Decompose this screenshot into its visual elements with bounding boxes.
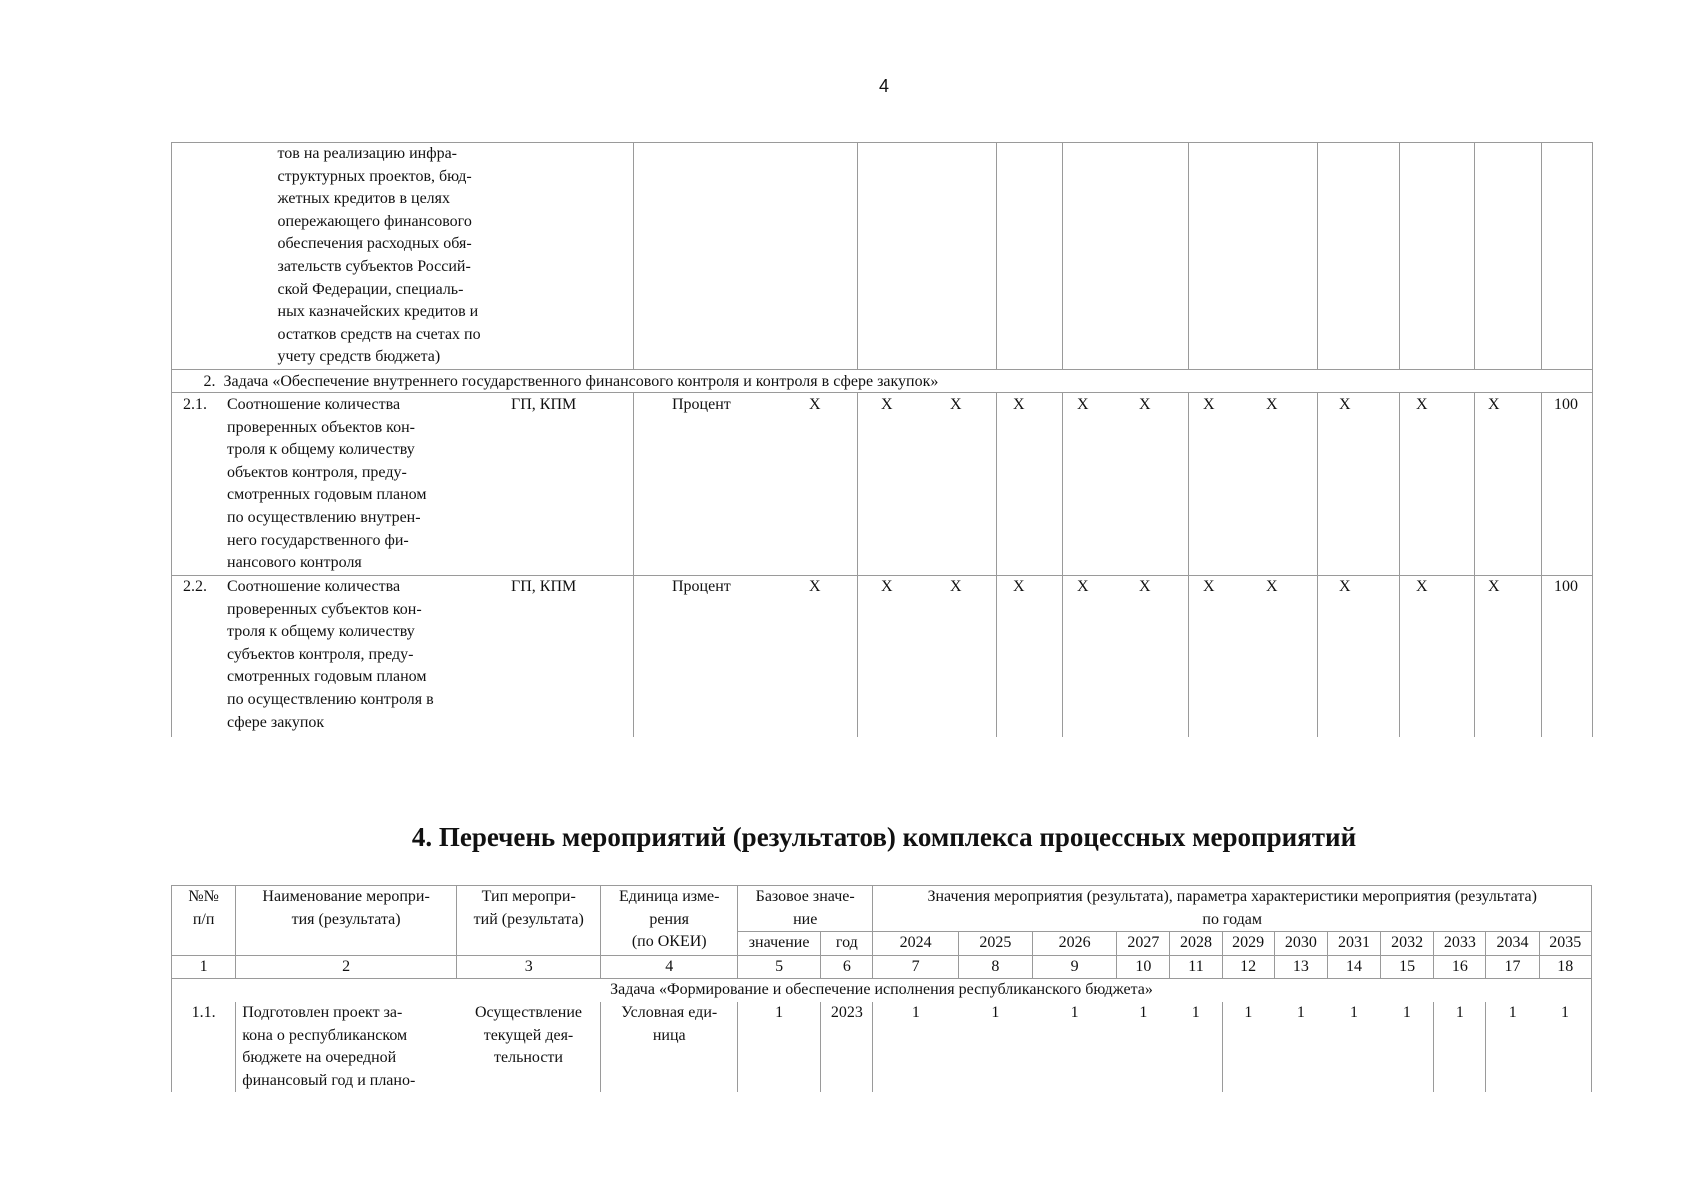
- value-cell: X: [950, 578, 962, 595]
- column-number: 2: [236, 955, 457, 979]
- value-cell: X: [1203, 396, 1215, 413]
- value-cell: X: [809, 396, 821, 413]
- value-cell: 1: [1070, 1003, 1079, 1021]
- header-base-year: год: [821, 932, 873, 956]
- value-cell: X: [1203, 578, 1215, 595]
- continuation-text: тов на реализацию инфра- структурных проектов, бюд- жетных кредитов в целях опережающего финансового обеспечения расходных обя- зательств субъектов Россий- ской Федерации, специаль- ных казначейских кредитов и остатков средств на счетах по учету средств бюджета): [277, 145, 481, 366]
- value-cell: X: [1416, 578, 1428, 595]
- column-number: 16: [1434, 955, 1486, 979]
- header-num: №№ п/п: [172, 886, 236, 956]
- value-cell: X: [809, 578, 821, 595]
- value-cell: 1: [1296, 1003, 1305, 1021]
- activity-row: [172, 1002, 1592, 1092]
- header-year: 2034: [1486, 932, 1539, 956]
- task-text: Задача «Обеспечение внутреннего государственного финансового контроля и контроля в сфере закупок»: [222, 369, 1593, 393]
- indicator-unit: Процент: [672, 578, 731, 595]
- value-cell: X: [1416, 396, 1428, 413]
- indicator-type: ГП, КПМ: [511, 578, 577, 595]
- value-cell: 1: [1539, 1002, 1591, 1092]
- header-year: 2029: [1222, 932, 1274, 956]
- continuation-row: [172, 142, 1593, 369]
- value-cell: X: [1077, 396, 1089, 413]
- header-year: 2031: [1327, 932, 1380, 956]
- column-number: 1: [172, 955, 236, 979]
- column-numbers-row: [172, 955, 1592, 979]
- value-cell: X: [881, 578, 893, 595]
- page-number: 4: [878, 76, 889, 96]
- value-cell: X: [1139, 578, 1151, 595]
- column-number: 7: [873, 955, 958, 979]
- base-year: 2023: [821, 1002, 873, 1092]
- header-name: Наименование меропри- тия (результата): [236, 886, 457, 956]
- row-number: 1.1.: [172, 1002, 236, 1092]
- indicator-unit: Процент: [672, 396, 731, 413]
- base-value: 1: [737, 1002, 820, 1092]
- column-number: 13: [1274, 955, 1327, 979]
- header-year: 2035: [1539, 932, 1591, 956]
- header-year: 2027: [1117, 932, 1170, 956]
- column-number: 10: [1117, 955, 1170, 979]
- value-cell: 1: [1191, 1003, 1200, 1021]
- value-cell: X: [1077, 578, 1089, 595]
- header-year: 2030: [1274, 932, 1327, 956]
- header-type: Тип меропри- тий (результата): [456, 886, 601, 956]
- value-cell: X: [950, 396, 962, 413]
- header-year: 2024: [873, 932, 958, 956]
- column-number: 14: [1327, 955, 1380, 979]
- value-cell: 1: [1222, 1002, 1274, 1092]
- value-cell: 1: [1486, 1002, 1539, 1092]
- activity-type: Осуществление текущей дея- тельности: [474, 1003, 582, 1067]
- column-number: 6: [821, 955, 873, 979]
- column-number: 4: [601, 955, 737, 979]
- activity-unit: Условная еди- ница: [601, 1002, 737, 1092]
- column-number: 8: [958, 955, 1032, 979]
- value-cell: X: [1488, 578, 1500, 595]
- row-number: 2.2.: [183, 578, 207, 595]
- value-cell: X: [1488, 396, 1500, 413]
- indicators-table-continuation: [171, 142, 1593, 394]
- value-cell: 1: [1402, 1003, 1411, 1021]
- activities-table: [171, 885, 1592, 1092]
- value-cell: 1: [991, 1003, 1000, 1021]
- value-cell: X: [1139, 396, 1151, 413]
- value-cell: X: [1266, 578, 1278, 595]
- column-number: 15: [1381, 955, 1434, 979]
- header-year: 2032: [1381, 932, 1434, 956]
- column-number: 18: [1539, 955, 1591, 979]
- value-cell: 1: [1139, 1003, 1148, 1021]
- task-text: Задача «Формирование и обеспечение исполнения республиканского бюджета»: [172, 979, 1592, 1002]
- header-base: Базовое значе- ние: [737, 886, 872, 932]
- header-year: 2028: [1170, 932, 1222, 956]
- column-number: 12: [1222, 955, 1274, 979]
- value-cell: X: [1339, 396, 1351, 413]
- activity-name: Подготовлен проект за- кона о республиканском бюджете на очередной финансовый год и плано-: [236, 1002, 457, 1092]
- value-cell: 1: [1434, 1002, 1486, 1092]
- value-cell: X: [1266, 396, 1278, 413]
- section-title: 4. Перечень мероприятий (результатов) комплекса процессных мероприятий: [411, 822, 1357, 852]
- value-cell: X: [1013, 578, 1025, 595]
- indicator-row-2-2: [171, 576, 1592, 736]
- indicator-name: Соотношение количества проверенных субъектов кон- троля к общему количеству субъектов контроля, преду- смотренных годовым планом по осуществлению контроля в сфере закупок: [227, 578, 434, 731]
- column-number: 5: [737, 955, 820, 979]
- value-cell: X: [881, 396, 893, 413]
- task-row: [172, 369, 1593, 393]
- indicator-row-2-1: [171, 394, 1592, 574]
- value-cell: 100: [1554, 396, 1578, 413]
- row-number: 2.1.: [183, 396, 207, 413]
- value-cell: X: [1013, 396, 1025, 413]
- header-year: 2026: [1032, 932, 1116, 956]
- indicator-name: Соотношение количества проверенных объектов кон- троля к общему количеству объектов контроля, преду- смотренных годовым планом по осуществлению внутрен- него государственного фи- нансового контроля: [227, 396, 427, 572]
- value-cell: 100: [1554, 578, 1578, 595]
- column-number: 17: [1486, 955, 1539, 979]
- task-row: [172, 979, 1592, 1002]
- value-cell: X: [1339, 578, 1351, 595]
- column-number: 3: [456, 955, 601, 979]
- task-number: 2.: [172, 369, 222, 393]
- header-base-value: значение: [737, 932, 820, 956]
- header-year: 2025: [958, 932, 1032, 956]
- indicator-type: ГП, КПМ: [511, 396, 577, 413]
- value-cell: 1: [873, 1002, 958, 1092]
- value-cell: 1: [1350, 1003, 1358, 1021]
- column-number: 9: [1032, 955, 1116, 979]
- column-number: 11: [1170, 955, 1222, 979]
- header-unit: Единица изме- рения (по ОКЕИ): [601, 886, 737, 956]
- header-values-group: Значения мероприятия (результата), параметра характеристики мероприятия (результата) по годам: [873, 886, 1592, 932]
- header-year: 2033: [1434, 932, 1486, 956]
